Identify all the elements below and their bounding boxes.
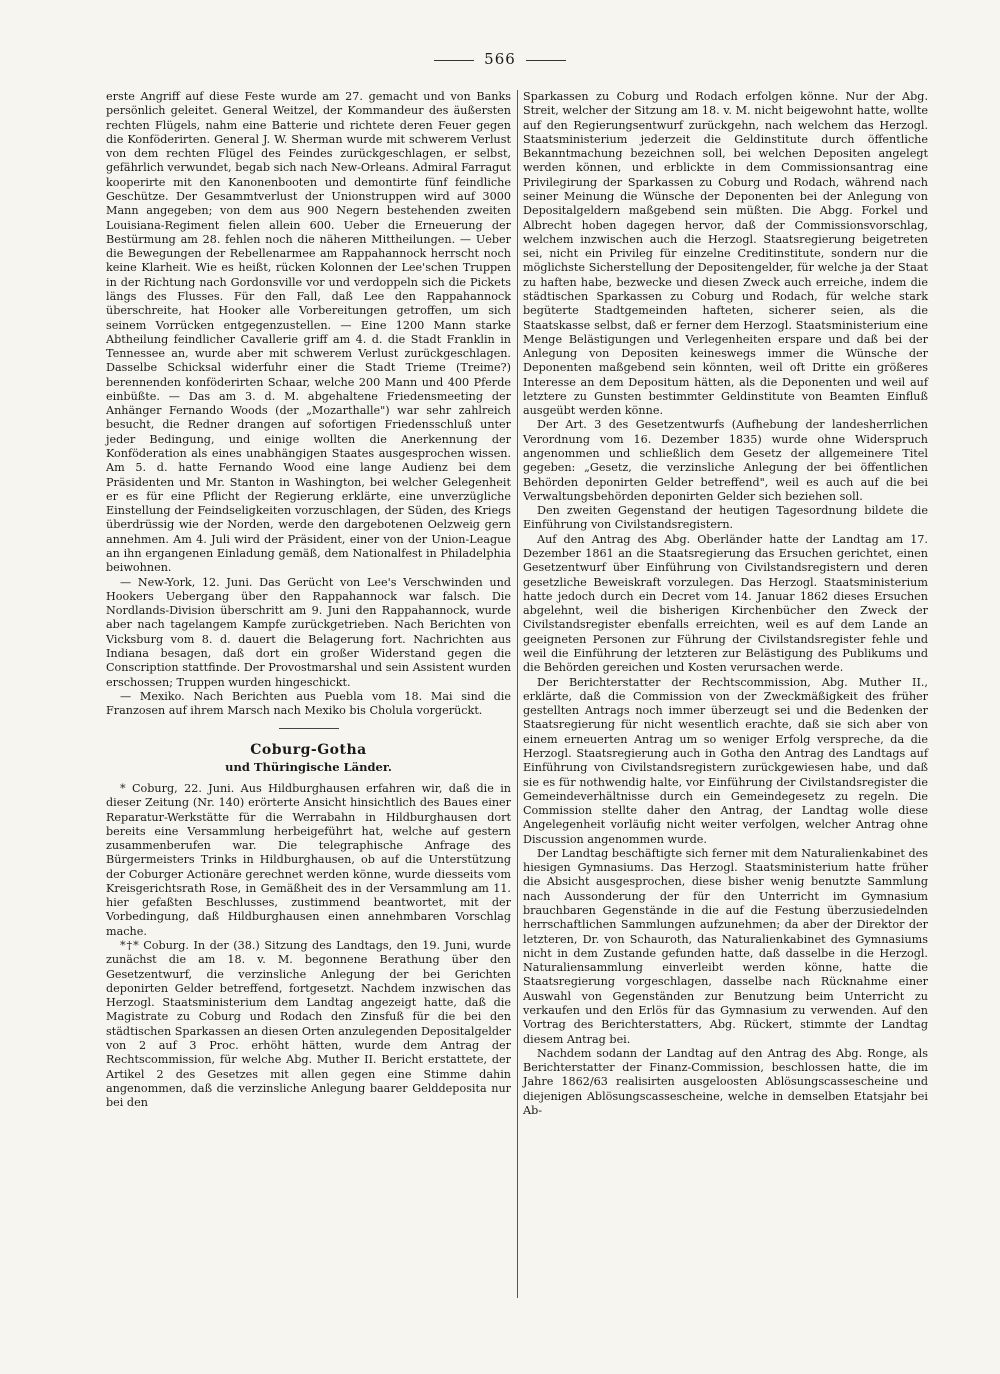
- section-divider: [279, 728, 339, 729]
- news-paragraph: — New-York, 12. Juni. Das Gerücht von Lee's Verschwinden und Hookers Uebergang über den Rappahannock war falsch. Die Nordlands-Division überschritt am 9. Juni den Rappahannock, wurde aber nach tagelangem Kampfe zurückgetrieben. Nach Berichten von Vicksburg vom 8. d. dauert die Belagerung fort. Nachrichten aus Indiana besagen, daß dort ein großer Widerstand gegen die Conscription stattfinde. Der Provostmarshal und sein Assistent wurden erschossen; Truppen wurden hingeschickt.: [106, 575, 511, 689]
- news-paragraph: Der Landtag beschäftigte sich ferner mit dem Naturalienkabinet des hiesigen Gymnasiums. Das Herzogl. Staatsministerium hatte früher die Absicht ausgesprochen, diese bisher wenig benutzte Sammlung nach Aussonderung der für den Unterricht im Gymnasium brauchbaren Gegenstände in die auf die Festung überzusiedelnden herrschaftlichen Sammlungen aufzunehmen; da aber der Direktor der letzteren, Dr. von Schauroth, das Naturalienkabinet des Gymnasiums nicht in dem Zustande gefunden hatte, daß dasselbe in die Herzogl. Naturaliensammlung einverleibt werden könne, hatte die Staatsregierung vorgeschlagen, dasselbe nach Rücknahme einer Auswahl von Gegenständen zur Benutzung beim Unterricht zu verkaufen und den Erlös für das Gymnasium zu verwenden. Auf den Vortrag des Berichterstatters, Abg. Rückert, stimmte der Landtag diesem Antrag bei.: [523, 846, 928, 1046]
- page-header: [0, 50, 1000, 68]
- news-paragraph: erste Angriff auf diese Feste wurde am 27. gemacht und von Banks persönlich geleitet. General Weitzel, der Kommandeur des äußersten rechten Flügels, nahm eine Batterie und richtete deren Feuer gegen die Konföderirten. General J. W. Sherman wurde mit schwerem Verlust von dem rechten Flügel des Feindes zurückgeschlagen, er selbst, gefährlich verwundet, begab sich nach New-Orleans. Admiral Farragut kooperirte mit den Kanonenbooten und demontirte fünf feindliche Geschütze. Der Gesammtverlust der Unionstruppen wird auf 3000 Mann angegeben; von dem aus 900 Negern bestehenden zweiten Louisiana-Regiment fielen allein 600. Ueber die Erneuerung der Bestürmung am 28. fehlen noch die näheren Mittheilungen. — Ueber die Bewegungen der Rebellenarmee am Rappahannock herrscht noch keine Klarheit. Wie es heißt, rücken Kolonnen der Lee'schen Truppen in der Richtung nach Gordonsville vor und verdoppeln sich die Pickets längs des Flusses. Für den Fall, daß Lee den Rappahannock überschreite, hat Hooker alle Vorbereitungen getroffen, um sich seinem Vorrücken entgegenzustellen. — Eine 1200 Mann starke Abtheilung feindlicher Cavallerie griff am 4. d. die Stadt Franklin in Tennessee an, wurde aber mit schwerem Verlust zurückgeschlagen. Dasselbe Schicksal widerfuhr einer die Stadt Trieme (Treime?) berennenden konföderirten Schaar, welche 200 Mann und 400 Pferde einbüßte. — Das am 3. d. M. abgehaltene Friedensmeeting der Anhänger Fernando Woods (der „Mozarthalle") war sehr zahlreich besucht, die Redner drangen auf sofortigen Friedensschluß unter jeder Bedingung, und einige wollten die Anerkennung der Konföderation als eines unabhängigen Staates ausgesprochen wissen. Am 5. d. hatte Fernando Wood eine lange Audienz bei dem Präsidenten und Mr. Stanton in Washington, bei welcher Gelegenheit er es für eine Pflicht der Regierung erklärte, eine unverzügliche Einstellung der Feindseligkeiten vorzuschlagen, der Süden, des Kriegs überdrüssig wie der Norden, werde den dargebotenen Oelzweig gern annehmen. Am 4. Juli wird der Präsident, einer von der Union-League an ihn ergangenen Einladung gemäß, dem Nationalfest in Philadelphia beiwohnen.: [106, 90, 511, 575]
- page-number: 566: [484, 50, 516, 68]
- header-rule-right: [526, 60, 566, 61]
- news-paragraph: * Coburg, 22. Juni. Aus Hildburghausen erfahren wir, daß die in dieser Zeitung (Nr. 140) erörterte Ansicht hinsichtlich des Baues einer Reparatur-Werkstätte für die Werrabahn in Hildburghausen dort bereits eine Versammlung herbeigeführt hat, welche auf gestern zusammenberufen war. Die telegraphische Anfrage des Bürgermeisters Trinks in Hildburghausen, ob auf die Unterstützung der Coburger Actionäre gerechnet werden könne, wurde diesseits vom Kreisgerichtsrath Rose, in Gemäßheit des in der Versammlung am 11. hier gefaßten Beschlusses, zustimmend beantwortet, mit der Vorbedingung, daß Hildburghausen einen annehmbaren Vorschlag mache.: [106, 781, 511, 938]
- news-paragraph: Auf den Antrag des Abg. Oberländer hatte der Landtag am 17. Dezember 1861 an die Staatsregierung das Ersuchen gerichtet, einen Gesetzentwurf über Einführung von Civilstandsregistern und deren gesetzliche Beweiskraft vorzulegen. Das Herzogl. Staatsministerium hatte jedoch durch ein Decret vom 14. Januar 1862 dieses Ersuchen abgelehnt, weil die bisherigen Kirchenbücher den Zweck der Civilstandsregister ebenfalls erreichten, weil es auf dem Lande an geeigneten Personen zur Führung der Civilstandsregister fehle und weil die Einführung der letzteren zur Belästigung des Publikums und die Behörden gereichen und Kosten verursachen werde.: [523, 532, 928, 675]
- news-paragraph: Der Berichterstatter der Rechtscommission, Abg. Muther II., erklärte, daß die Commission von der Zweckmäßigkeit des früher gestellten Antrags noch immer überzeugt sei und die Bedenken der Staatsregierung für nicht wesentlich erachte, daß sie sich aber von einem erneuerten Antrag um so weniger Erfolg verspreche, da die Herzogl. Staatsregierung auch in Gotha den Antrag des Landtags auf Einführung von Civilstandsregistern zurückgewiesen habe, und daß sie es für nothwendig halte, vor Einführung der Civilstandsregister die Gemeindeverhältnisse durch ein Gemeindegesetz zu regeln. Die Commission stellte daher den Antrag, der Landtag wolle diese Angelegenheit vorläufig nicht weiter verfolgen, welcher Antrag ohne Discussion angenommen wurde.: [523, 675, 928, 846]
- news-paragraph: Den zweiten Gegenstand der heutigen Tagesordnung bildete die Einführung von Civilstandsregistern.: [523, 504, 928, 532]
- header-rule-left: [434, 60, 474, 61]
- column-divider: [517, 90, 518, 1298]
- news-paragraph: Nachdem sodann der Landtag auf den Antrag des Abg. Ronge, als Berichterstatter der Finanz-Commission, beschlossen hatte, die im Jahre 1862/63 realisirten ausgeloosten Ablösungscassescheine und diejenigen Ablösungscassescheine, welche in demselben Etatsjahr bei Ab-: [523, 1046, 928, 1117]
- news-paragraph: Sparkassen zu Coburg und Rodach erfolgen könne. Nur der Abg. Streit, welcher der Sitzung am 18. v. M. nicht beigewohnt hatte, wollte auf den Regierungsentwurf zurückgehn, nach welchem das Herzogl. Staatsministerium jederzeit die Geldinstitute durch öffentliche Bekanntmachung bezeichnen soll, bei welchen Depositen angelegt werden können, und erblickte in dem Commissionsantrag eine Privilegirung der Sparkassen zu Coburg und Rodach, während nach seiner Meinung die Wünsche der Deponenten bei der Anlegung von Depositalgeldern maßgebend sein müßten. Die Abgg. Forkel und Albrecht hoben dagegen hervor, daß der Commissionsvorschlag, welchem inzwischen auch die Herzogl. Staatsregierung beigetreten sei, nicht ein Privileg für einzelne Creditinstitute, sondern nur die möglichste Sicherstellung der Depositengelder, für welche ja der Staat zu haften habe, bezwecke und diesen Zweck auch erreiche, indem die städtischen Sparkassen zu Coburg und Rodach, für welche stark begüterte Stadtgemeinden hafteten, sicherer seien, als die Staatskasse selbst, daß er ferner dem Herzogl. Staatsministerium eine Menge Belästigungen und Verlegenheiten erspare und daß bei der Anlegung von Depositen keineswegs immer die Wünsche der Deponenten maßgebend sein könnten, weil oft Dritte ein größeres Interesse an dem Depositum hätten, als die Deponenten und weil auf letztere zu Gunsten bestimmter Geldinstitute von Beamten Einfluß ausgeübt werden könne.: [523, 90, 928, 418]
- right-column: [523, 90, 928, 1118]
- news-paragraph: *†* Coburg. In der (38.) Sitzung des Landtags, den 19. Juni, wurde zunächst die am 18. v. M. begonnene Berathung über den Gesetzentwurf, die verzinsliche Anlegung der bei Gerichten deponirten Gelder betreffend, fortgesetzt. Nachdem inzwischen das Herzogl. Staatsministerium dem Landtag angezeigt hatte, daß die Magistrate zu Coburg und Rodach den Zinsfuß für die bei den städtischen Sparkassen an diesen Orten anzulegenden Depositalgelder von 2 auf 3 Proc. erhöht hätten, wurde dem Antrag der Rechtscommission, für welche Abg. Muther II. Bericht erstattete, der Artikel 2 des Gesetzes mit allen gegen eine Stimme dahin angenommen, daß die verzinsliche Anlegung baarer Gelddeposita nur bei den: [106, 939, 511, 1110]
- news-paragraph: Der Art. 3 des Gesetzentwurfs (Aufhebung der landesherrlichen Verordnung vom 16. Dezember 1835) wurde ohne Widerspruch angenommen und schließlich dem Gesetz der allgemeinere Titel gegeben: „Gesetz, die verzinsliche Anlegung der bei öffentlichen Behörden deponirten Gelder betreffend", weil es auch auf die bei Verwaltungsbehörden deponirten Gelder sich beziehen soll.: [523, 418, 928, 503]
- section-subtitle: und Thüringische Länder.: [225, 759, 392, 774]
- news-paragraph: — Mexiko. Nach Berichten aus Puebla vom 18. Mai sind die Franzosen auf ihrem Marsch nach Mexiko bis Cholula vorgerückt.: [106, 689, 511, 718]
- left-column: [106, 90, 511, 1110]
- section-title: Coburg-Gotha: [250, 742, 367, 759]
